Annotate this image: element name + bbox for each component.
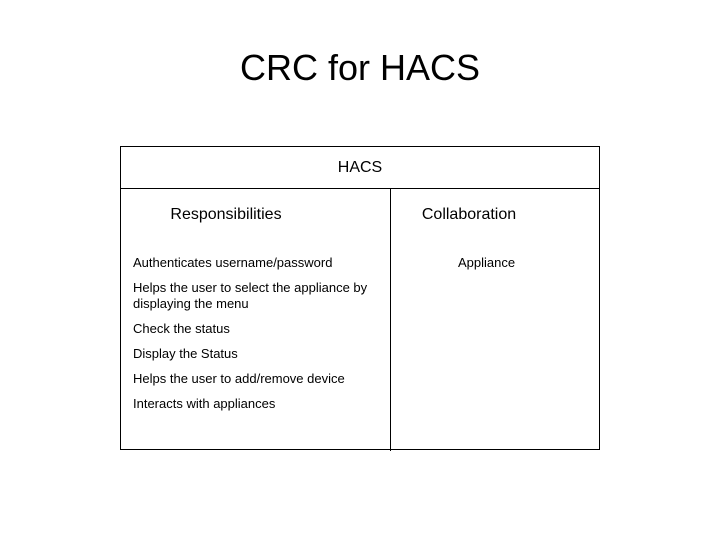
collaborators-list: [411, 255, 571, 271]
column-divider: [390, 189, 391, 451]
crc-class-name: HACS: [121, 147, 599, 189]
crc-card: [120, 146, 600, 450]
slide-title: CRC for HACS: [239, 47, 481, 88]
responsibility-item: Display the Status: [133, 346, 238, 361]
responsibility-item: Authenticates username/password: [133, 255, 333, 270]
responsibility-item: Interacts with appliances: [133, 396, 276, 411]
collaborator-item: Appliance: [458, 255, 516, 270]
collaboration-heading: Collaboration: [421, 206, 517, 223]
responsibility-item: Helps the user to select the appliance by displaying the menu: [133, 280, 368, 311]
responsibility-item: Helps the user to add/remove device: [133, 371, 345, 386]
responsibilities-list: [133, 255, 383, 421]
responsibility-item: Check the status: [133, 321, 230, 336]
responsibilities-heading: Responsibilities: [170, 206, 282, 223]
